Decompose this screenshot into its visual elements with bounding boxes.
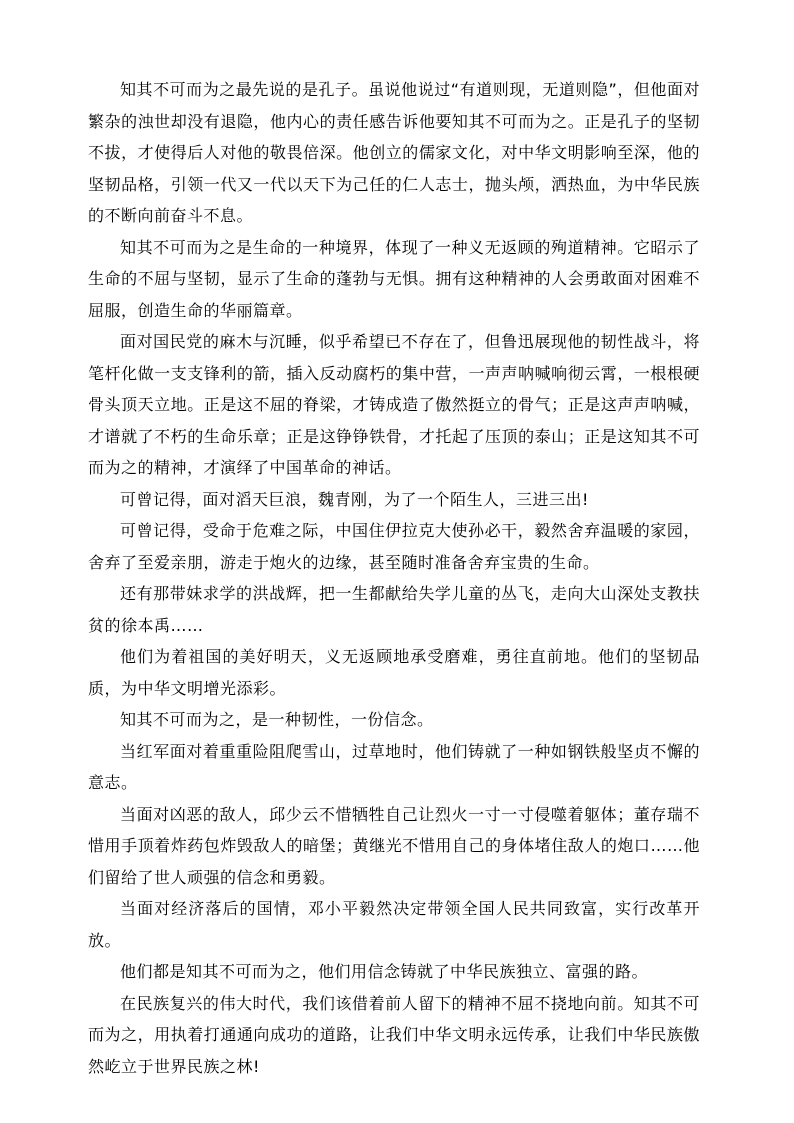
paragraph-national-road: 他们都是知其不可而为之，他们用信念铸就了中华民族独立、富强的路。 (120, 962, 649, 981)
paragraph-red-army: 当红军面对着重重险阻爬雪山，过草地时，他们铸就了一种如钢铁般坚贞不懈的意志。 (88, 741, 700, 792)
essay-body (88, 74, 700, 1082)
paragraph-deng-xiaoping: 当面对经济落后的国情，邓小平毅然决定带领全国人民共同致富，实行改革开放。 (88, 899, 700, 950)
paragraph-sun-bigan: 可曾记得，受命于危难之际，中国住伊拉克大使孙必干，毅然舍弃温暖的家园，舍弃了至爱亲朋，游走于炮火的边缘，甚至随时准备舍弃宝贵的生命。 (88, 521, 700, 572)
paragraph-their-quality: 他们为着祖国的美好明天，义无返顾地承受磨难，勇往直前地。他们的坚韧品质，为中华文明增光添彩。 (88, 647, 700, 698)
paragraph-heroes: 当面对凶恶的敌人，邱少云不惜牺牲自己让烈火一寸一寸侵噬着躯体；董存瑞不惜用手顶着炸药包炸毁敌人的暗堡；黄继光不惜用自己的身体堵住敌人的炮口……他们留给了世人顽强的信念和勇毅。 (88, 804, 700, 887)
paragraph-life-realm: 知其不可而为之是生命的一种境界，体现了一种义无返顾的殉道精神。它昭示了生命的不屈与坚韧，显示了生命的蓬勃与无惧。拥有这种精神的人会勇敢面对困难不屈服，创造生命的华丽篇章。 (88, 237, 700, 320)
paragraph-wei-qinggang: 可曾记得，面对滔天巨浪，魏青刚，为了一个陌生人，三进三出! (120, 489, 589, 509)
paragraph-tenacity-belief: 知其不可而为之，是一种韧性，一份信念。 (120, 710, 434, 729)
paragraph-confucius: 知其不可而为之最先说的是孔子。虽说他说过“有道则现，无道则隐”，但他面对繁杂的浊世却没有退隐，他内心的责任感告诉他要知其不可而为之。正是孔子的坚韧不拔，才使得后人对他的敬畏倍深。他创立的儒家文化，对中华文明影响至深，他的坚韧品格，引领一代又一代以天下为己任的仁人志士，抛头颅，洒热血，为中华民族的不断向前奋斗不息。 (88, 80, 700, 225)
paragraph-lu-xun: 面对国民党的麻木与沉睡，似乎希望已不存在了，但鲁迅展现他的韧性战斗，将笔杆化做一支支锋利的箭，插入反动腐朽的集中营，一声声呐喊响彻云霄，一根根硬骨头顶天立地。正是这不屈的脊梁，才铸成造了傲然挺立的骨气；正是这声声呐喊，才谱就了不朽的生命乐章；正是这铮铮铁骨，才托起了压顶的泰山；正是这知其不可而为之的精神，才演绎了中国革命的神话。 (88, 332, 700, 477)
paragraph-role-models: 还有那带妹求学的洪战辉，把一生都献给失学儿童的丛飞，走向大山深处支教扶贫的徐本禹…… (88, 584, 700, 635)
paragraph-conclusion: 在民族复兴的伟大时代，我们该借着前人留下的精神不屈不挠地向前。知其不可而为之，用执着打通通向成功的道路，让我们中华文明永远传承，让我们中华民族傲然屹立于世界民族之林! (88, 993, 700, 1076)
